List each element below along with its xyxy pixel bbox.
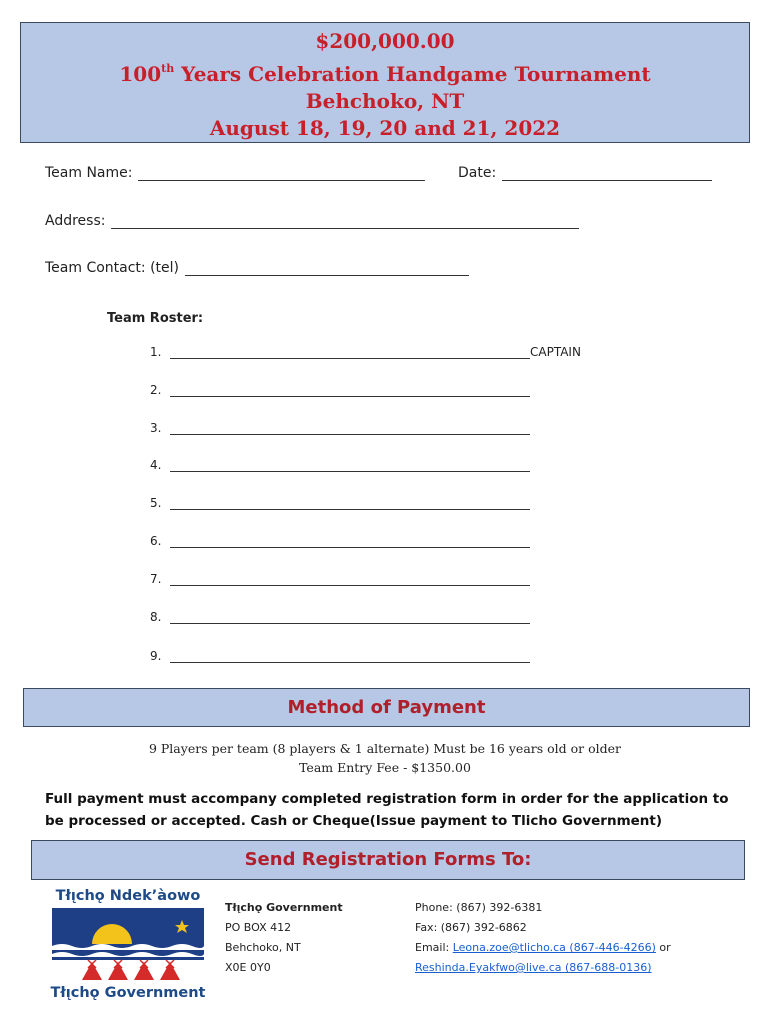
roster-number: 2. [150,383,162,397]
tournament-location: Behchoko, NT [305,89,465,113]
prize-amount: $200,000.00 [315,29,455,53]
roster-row[interactable] [150,570,590,586]
address-line2: Behchoko, NT [225,941,301,954]
roster-number: 1. [150,345,162,359]
team-roster-title: Team Roster: [107,311,204,326]
roster-number: 8. [150,610,162,624]
address-field[interactable] [45,213,579,229]
title-superscript: th [161,62,175,75]
roster-line[interactable] [170,650,530,663]
logo-emblem-icon [52,908,212,986]
roster-line[interactable] [170,573,530,586]
team-contact-label: Team Contact: (tel) [45,260,180,276]
address-line1: PO BOX 412 [225,921,292,934]
players-note: 9 Players per team (8 players & 1 alternate) Must be 16 years old or older [148,741,622,756]
entry-fee-note: Team Entry Fee - $1350.00 [299,760,471,775]
tournament-title [21,55,749,88]
roster-line[interactable] [170,497,530,510]
email-link-reshinda[interactable]: Reshinda.Eyakfwo@live.ca (867-688-0136) [415,961,652,974]
date-field[interactable] [458,165,712,181]
date-label: Date: [458,165,497,181]
address-line3: X0E 0Y0 [225,961,271,974]
address-name: Tłı̨chǫ Government [225,901,343,914]
roster-number: 5. [150,496,162,510]
captain-label: CAPTAIN [530,345,581,359]
roster-row[interactable] [150,494,590,510]
roster-line[interactable] [170,346,530,359]
roster-number: 7. [150,572,162,586]
email-label: Email: [415,941,453,954]
roster-line[interactable] [170,611,530,624]
tournament-dates: August 18, 19, 20 and 21, 2022 [209,116,561,140]
mailing-address [225,898,343,978]
team-name-label: Team Name: [45,165,133,181]
title-prefix: 100 [119,62,162,86]
title-banner [20,22,750,143]
address-line[interactable] [111,214,579,229]
roster-line[interactable] [170,459,530,472]
payment-requirement-text: Full payment must accompany completed registration form in order for the application to be processed or accepted. Cash or Cheque(Issue payment to Tlicho Government) [45,791,729,829]
roster-line[interactable] [170,384,530,397]
roster-row[interactable] [150,456,590,472]
roster-line[interactable] [170,535,530,548]
address-label: Address: [45,213,106,229]
roster-row[interactable] [150,647,590,663]
date-line[interactable] [502,166,712,181]
roster-number: 6. [150,534,162,548]
email-line [415,938,671,958]
roster-line[interactable] [170,422,530,435]
roster-number: 3. [150,421,162,435]
team-contact-field[interactable] [45,260,469,276]
phone-number: Phone: (867) 392-6381 [415,901,543,914]
fax-number: Fax: (867) 392-6862 [415,921,527,934]
tlicho-logo [48,888,208,1008]
roster-row[interactable] [150,608,590,624]
send-registration-header: Send Registration Forms To: [31,840,745,880]
roster-row[interactable] [150,381,590,397]
email-link-leona[interactable]: Leona.zoe@tlicho.ca (867-446-4266) [452,941,656,954]
team-name-field[interactable] [45,165,425,181]
roster-number: 4. [150,458,162,472]
roster-number: 9. [150,649,162,663]
method-of-payment-header: Method of Payment [23,688,750,727]
title-rest: Years Celebration Handgame Tournament [174,62,651,86]
team-name-line[interactable] [138,166,425,181]
roster-row[interactable] [150,419,590,435]
roster-row[interactable] [150,343,590,359]
logo-bottom-text: Tłı̨chǫ Government [50,985,206,1001]
logo-top-text: Tłı̨chǫ Ndek’àowo [55,888,201,904]
team-contact-line[interactable] [185,261,469,276]
contact-info [415,898,671,978]
roster-row[interactable] [150,532,590,548]
or-text: or [655,941,671,954]
